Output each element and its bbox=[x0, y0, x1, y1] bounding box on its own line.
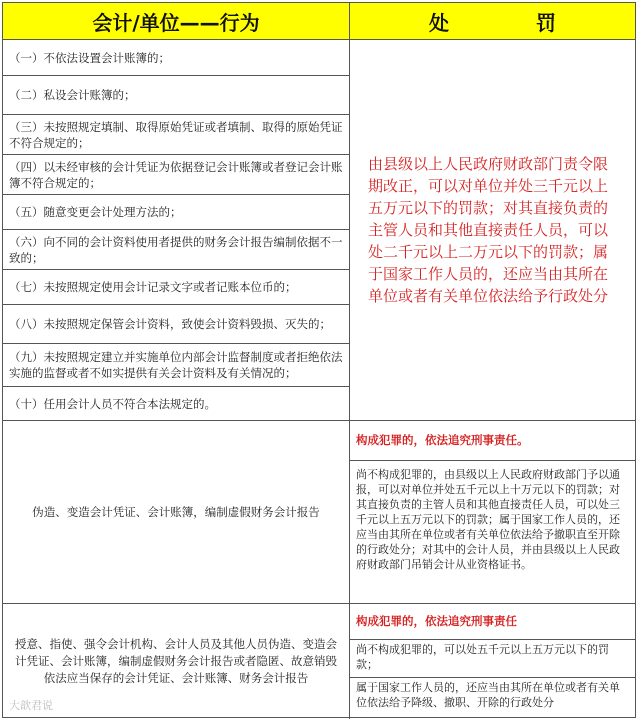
header-penalty: 处 罚 bbox=[350, 3, 635, 40]
behavior-item: （九）未按照规定建立并实施单位内部会计监督制度或者拒绝依法实施的监督或者不如实提供有关会计资料及有关情况的； bbox=[3, 344, 350, 387]
header-behavior: 会计/单位——行为 bbox=[3, 3, 350, 40]
behavior-item: （十）任用会计人员不符合本法规定的。 bbox=[3, 387, 350, 421]
penalty-admin: 属于国家工作人员的，还应当由其所在单位或者有关单位依法给予降级、撤职、开除的行政处分 bbox=[356, 681, 620, 709]
crime-clause: 构成犯罪的，依法追究刑事责任 bbox=[350, 604, 635, 640]
penalty-forgery: 尚不构成犯罪的，由县级以上人民政府财政部门予以通报，可以对单位并处五千元以上十万元以下的罚款；对其直接负责的主管人员和其他直接责任人员，可以处三千元以上五万元以下的罚款；属于国家工作人员的，还应当由其所在单位或者有关单位依法给予撤职直至开除的行政处分；对其中的会计人员，并由县级以上人民政府财政部门吊销会计从业资格证书。 bbox=[350, 461, 635, 604]
behavior-item: （五）随意变更会计处理方法的； bbox=[3, 195, 350, 230]
behavior-item: （一）不依法设置会计账簿的； bbox=[3, 40, 350, 76]
behavior-instigation: 授意、指使、强令会计机构、会计人员及其他人员伪造、变造会计凭证、会计账簿，编制虚假财务会计报告或者隐匿、故意销毁依法应当保存的会计凭证、会计账簿、财务会计报告 bbox=[3, 604, 350, 719]
watermark: 大歆君说 bbox=[9, 699, 53, 712]
behavior-item: （七）未按照规定使用会计记录文字或者记账本位币的； bbox=[3, 270, 350, 305]
behavior-item: （六）向不同的会计资料使用者提供的财务会计报告编制依据不一致的； bbox=[3, 230, 350, 270]
penalty-text: 由县级以上人民政府财政部门责令限期改正，可以对单位并处三千元以上五万元以下的罚款；对其直接负责的主管人员和其他直接责任人员，可以处二千元以上二万元以下的罚款；属于国家工作人员的，还应当由其所在单位或者有关单位依法给予行政处分 bbox=[368, 155, 609, 305]
accounting-penalty-table bbox=[2, 2, 636, 718]
behavior-item: （三）未按照规定填制、取得原始凭证或者填制、取得的原始凭证不符合规定的； bbox=[3, 115, 350, 155]
penalty-section1 bbox=[350, 40, 635, 421]
behavior-forgery: 伪造、变造会计凭证、会计账簿，编制虚假财务会计报告 bbox=[3, 421, 350, 604]
behavior-item: （二）私设会计账簿的； bbox=[3, 76, 350, 115]
crime-clause: 构成犯罪的，依法追究刑事责任。 bbox=[350, 421, 635, 461]
behavior-item: （八）未按照规定保管会计资料，致使会计资料毁损、灭失的； bbox=[3, 305, 350, 344]
behavior-item: （四）以未经审核的会计凭证为依据登记会计账簿或者登记会计账簿不符合规定的； bbox=[3, 155, 350, 195]
penalty-fine: 尚不构成犯罪的，可以处五千元以上五万元以下的罚款； bbox=[350, 640, 635, 678]
